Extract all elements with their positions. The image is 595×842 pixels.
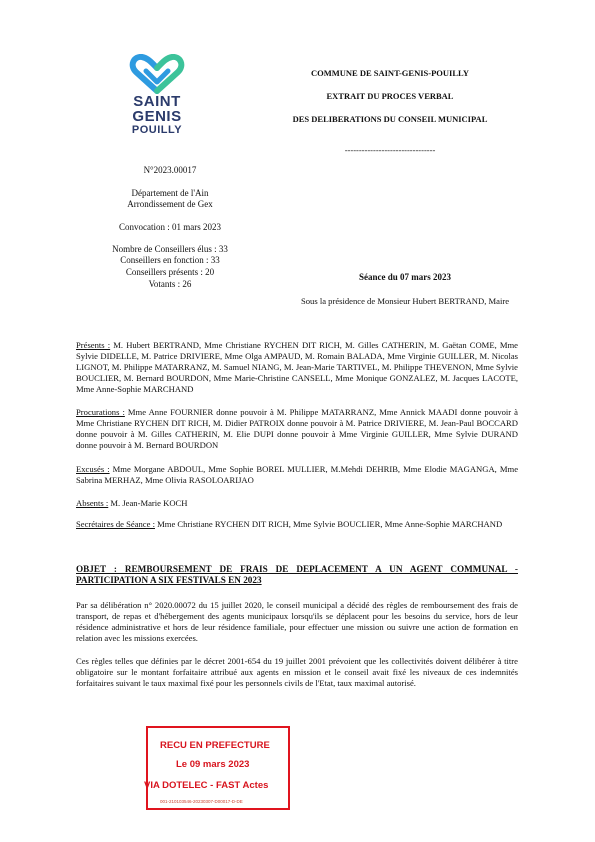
- procurations-text: Mme Anne FOURNIER donne pouvoir à M. Philippe MATARRANZ, Mme Annick MAADI donne pouvoir à Mme Christiane RYCHEN DIT RICH, M. Didier PATROIX donne pouvoir à M. Patrice DRIVIERE, M. Jean-Paul BOCCARD donne pouvoir à M. Gilles CATHERIN, M. Elie DUPI donne pouvoir à Mme Virginie GUILLER, Mme Sylvie DURAND donne pouvoir à M. Bernard BOURDON: [76, 407, 518, 450]
- deliberation-paragraph-1: Par sa délibération n° 2020.00072 du 15 juillet 2020, le conseil municipal a décidé des règles de remboursement des frais de transport, de repas et d'hébergement des agents municipaux lorsqu'ils se déplacent pour les besoins du service, hors de leur résidence administrative et hors de leur résidence familiale, pour effectuer une mission ou suivre une action de formation en relation avec les missions exercées.: [76, 600, 518, 643]
- logo-line-genis: GENIS: [132, 108, 182, 125]
- heart-logo-icon: [126, 54, 188, 94]
- presents-text: M. Hubert BERTRAND, Mme Christiane RYCHEN DIT RICH, M. Gilles CATHERIN, M. Gaëtan COME, Mme Sylvie DIDELLE, M. Patrice DRIVIERE, Mme Olga AMPAUD, M. Romain BALADA, Mme Virginie GUILLER, M. Nicolas LIGNOT, M. Philippe MATARRANZ, M. Samuel NIANG, M. Jean-Marie TARTIVEL, M. Philippe THEVENON, Mme Sylvie BOUCLIER, M. Bernard BOURDON, Mme Marie-Christine CANSELL, Mme Monique GONZALEZ, M. Jacques LACOTE, Mme Anne-Sophie MARCHAND: [76, 340, 518, 394]
- commune-title: COMMUNE DE SAINT-GENIS-POUILLY: [310, 68, 470, 78]
- presents-paragraph: [76, 340, 518, 395]
- votants-line: Votants : 26: [148, 279, 192, 289]
- excuses-label: Excusés :: [76, 464, 110, 474]
- convocation-line: Convocation : 01 mars 2023: [119, 222, 221, 232]
- excuses-text: Mme Morgane ABDOUL, Mme Sophie BOREL MULLIER, M.Mehdi DEHRIB, Mme Elodie MAGANGA, Mme Sabrina MERHAZ, Mme Olivia RASOLOARIJAO: [76, 464, 519, 485]
- saint-genis-pouilly-logo: [112, 54, 202, 136]
- absents-label: Absents :: [76, 498, 109, 508]
- secretaires-text: Mme Christiane RYCHEN DIT RICH, Mme Sylvie BOUCLIER, Mme Anne-Sophie MARCHAND: [154, 519, 503, 529]
- logo-text: [112, 94, 202, 136]
- logo-line-pouilly: POUILLY: [131, 124, 183, 136]
- secretaires-paragraph: [76, 519, 518, 530]
- deliberations-title: DES DELIBERATIONS DU CONSEIL MUNICIPAL: [292, 114, 488, 124]
- objet-title: OBJET : REMBOURSEMENT DE FRAIS DE DEPLACEMENT A UN AGENT COMMUNAL - PARTICIPATION A SIX FESTIVALS EN 2023: [76, 564, 518, 585]
- conseillers-fonction-line: Conseillers en fonction : 33: [120, 255, 220, 265]
- excuses-paragraph: [76, 464, 518, 486]
- departement-line: Département de l'Ain: [131, 188, 209, 198]
- deliberation-paragraph-2: Ces règles telles que définies par le décret 2001-654 du 19 juillet 2001 prévoient que les collectivités doivent délibérer à titre obligatoire sur le montant forfaitaire attribué aux agents en mission et le conseil avait fixé les niveaux de ces indemnités forfaitaires suivant le taux maximal fixé pour les personnels civils de l'Etat, taux maximal autorisé.: [76, 656, 518, 688]
- logo-line-saint: SAINT: [133, 93, 181, 110]
- stamp-reference: 001-210103546-20230307-D00017-D-DE: [160, 799, 243, 804]
- procurations-paragraph: [76, 407, 518, 451]
- presents-label: Présents :: [76, 340, 111, 350]
- conseillers-presents-line: Conseillers présents : 20: [125, 267, 215, 277]
- absents-paragraph: [76, 498, 518, 509]
- stamp-date: Le 09 mars 2023: [176, 759, 250, 770]
- procurations-label: Procurations :: [76, 407, 125, 417]
- conseillers-elus-line: Nombre de Conseillers élus : 33: [112, 244, 228, 254]
- deliberation-number: N°2023.00017: [143, 165, 197, 175]
- seance-presidence: Sous la présidence de Monsieur Hubert BERTRAND, Maire: [300, 296, 510, 306]
- stamp-via-dotelec: VIA DOTELEC - FAST Actes: [144, 780, 269, 791]
- extrait-title: EXTRAIT DU PROCES VERBAL: [326, 91, 454, 101]
- absents-text: M. Jean-Marie KOCH: [108, 498, 188, 508]
- arrondissement-line: Arrondissement de Gex: [127, 199, 213, 209]
- header-separator: --------------------------------: [344, 145, 436, 155]
- prefecture-reception-stamp: [146, 726, 290, 810]
- stamp-recu-prefecture: RECU EN PREFECTURE: [160, 740, 270, 751]
- secretaires-label: Secrétaires de Séance :: [76, 519, 155, 529]
- seance-date: Séance du 07 mars 2023: [359, 272, 451, 282]
